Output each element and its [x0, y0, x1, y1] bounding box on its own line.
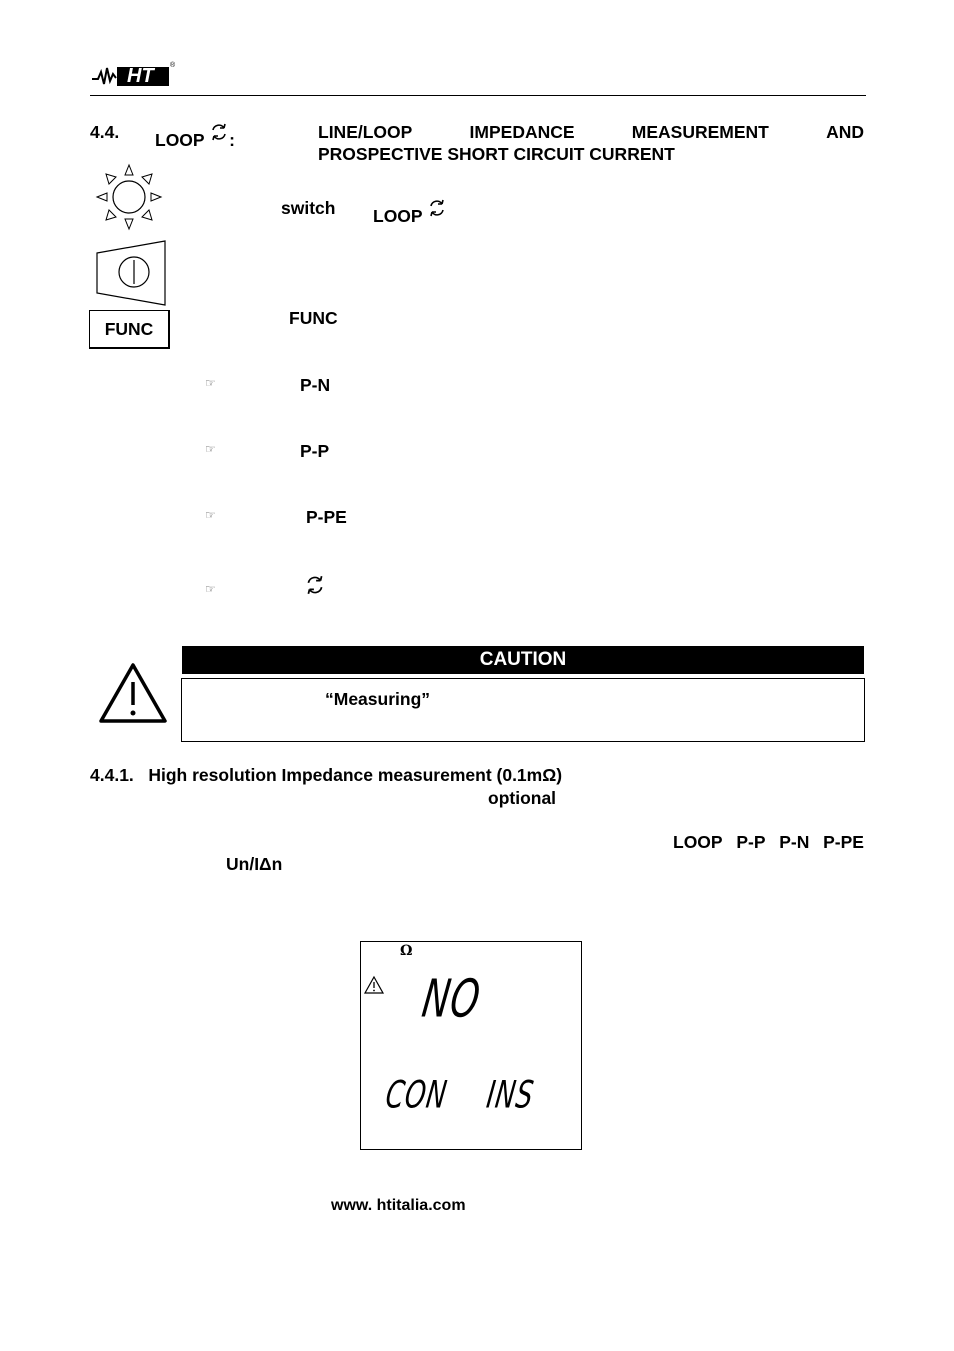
lcd-omega: Ω — [400, 943, 413, 959]
warning-triangle-icon — [98, 662, 168, 724]
loop-word: LOOP — [673, 832, 723, 852]
lcd-display — [360, 941, 582, 1150]
logo-text: HT — [127, 65, 154, 87]
pointing-hand-icon: ☞ — [205, 508, 216, 522]
switch-loop — [373, 198, 447, 227]
pointing-hand-icon: ☞ — [205, 442, 216, 456]
ppe-word: P-PE — [823, 832, 864, 852]
lcd-line2-b: INS — [483, 1074, 537, 1118]
un-idn-text: Un/IΔn — [226, 854, 283, 874]
lcd-line2 — [383, 1074, 537, 1118]
item-label-pn: P-N — [300, 375, 331, 395]
switch-word: switch — [281, 198, 336, 218]
lcd-line1: NO — [418, 970, 485, 1030]
section-loop-label — [155, 122, 235, 151]
pointing-hand-icon: ☞ — [205, 582, 216, 596]
lcd-warning-icon — [363, 975, 385, 995]
title-word: AND — [826, 122, 864, 142]
func-button-label: FUNC — [104, 318, 154, 339]
pointing-hand-icon: ☞ — [205, 376, 216, 390]
section-number: 4.4. — [90, 122, 120, 142]
lcd-line2-a: CON — [382, 1074, 451, 1118]
caution-header — [182, 646, 864, 674]
caution-title: CAUTION — [479, 649, 567, 670]
subsection-right-words — [673, 832, 864, 853]
title-word: LINE/LOOP — [318, 122, 413, 142]
pn-word: P-N — [779, 832, 810, 852]
caution-box — [181, 678, 865, 742]
rotary-switch-icon — [95, 163, 163, 231]
loop-cycle-icon — [427, 198, 447, 218]
footer-url[interactable]: www. htitalia.com — [331, 1197, 466, 1214]
item-label-pp: P-P — [300, 441, 330, 461]
loop-label-text: LOOP — [155, 130, 205, 150]
optional-text: optional — [488, 788, 557, 808]
header-rule — [90, 95, 866, 96]
brand-logo — [92, 62, 177, 90]
item-label-ppe: P-PE — [306, 507, 347, 527]
caution-text: “Measuring” — [325, 689, 431, 709]
power-button-icon — [95, 239, 169, 307]
loop-cycle-icon — [209, 122, 229, 142]
logo-registered: ® — [170, 62, 176, 69]
func-button — [89, 310, 170, 349]
title-word: MEASUREMENT — [631, 122, 769, 142]
section-title-line2: PROSPECTIVE SHORT CIRCUIT CURRENT — [318, 144, 675, 164]
func-text: FUNC — [289, 308, 338, 328]
title-word: IMPEDANCE — [469, 122, 575, 142]
section-title-line1 — [318, 122, 864, 143]
section-colon: : — [229, 130, 235, 150]
loop-cycle-icon — [304, 574, 326, 596]
subsection-heading: 4.4.1. High resolution Impedance measurement (0.1mΩ) — [90, 765, 563, 785]
switch-loop-text: LOOP — [373, 206, 423, 226]
pp-word: P-P — [736, 832, 766, 852]
